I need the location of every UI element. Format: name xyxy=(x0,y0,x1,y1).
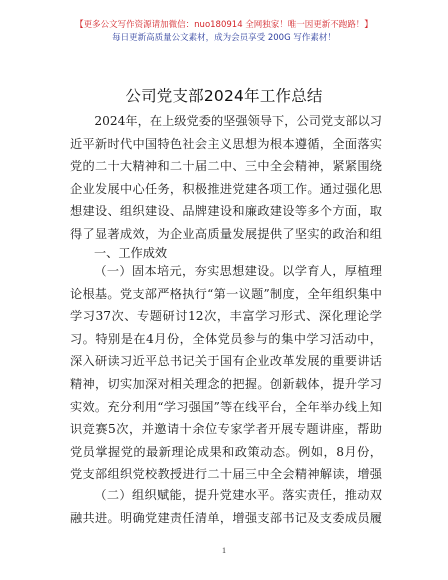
promo-banner-line-2: 每日更新高质量公文素材，成为会员享受 200G 写作素材！ xyxy=(112,33,336,43)
intro-paragraph: 2024年，在上级党委的坚强领导下，公司党支部以习近平新时代中国特色社会主义思想为根本遵循，全面落实党的二十大精神和二十届二中、三中全会精神，紧紧围绕企业发展中心任务，积极推进党建各项工作。通过强化思想建设、组织建设、品牌建设和廉政建设等多个方面，取得了显著成效，为企业高质量发展提供了坚实的政治和组 xyxy=(70,114,382,241)
paragraph-organizational-empowerment: （二）组织赋能，提升党建水平。落实责任，推动双融共进。明确党建责任清单，增强支部书记及支委成员履 xyxy=(70,488,382,525)
paragraph-ideological-building: （一）固本培元，夯实思想建设。以学育人，厚植理论根基。党支部严格执行“第一议题”制度，全年组织集中学习37次、专题研讨12次，丰富学习形式、深化理论学习。特别是在4月份，全体党员参与的集中学习活动中，深入研读习近平总书记关于国有企业改革发展的重要讲话精神，切实加深对相关理念的把握。创新载体，提升学习实效。充分利用“学习强国”等在线平台，全年举办线上知识竞赛5次，并邀请十余位专家学者开展专题讲座，帮助党员掌握党的最新理论成果和政策动态。例如，8月份，党支部组织党校教授进行二十届三中全会精神解读，增强 xyxy=(70,264,382,482)
promo-banner-line-1: 【更多公文写作资源请加微信：nuo180914 全网独家！唯一因更新不跑路！】 xyxy=(75,20,373,30)
document-title: 公司党支部2024年工作总结 xyxy=(125,87,323,105)
page-number: 1 xyxy=(222,546,226,555)
section-heading: 一、工作成效 xyxy=(94,246,168,260)
